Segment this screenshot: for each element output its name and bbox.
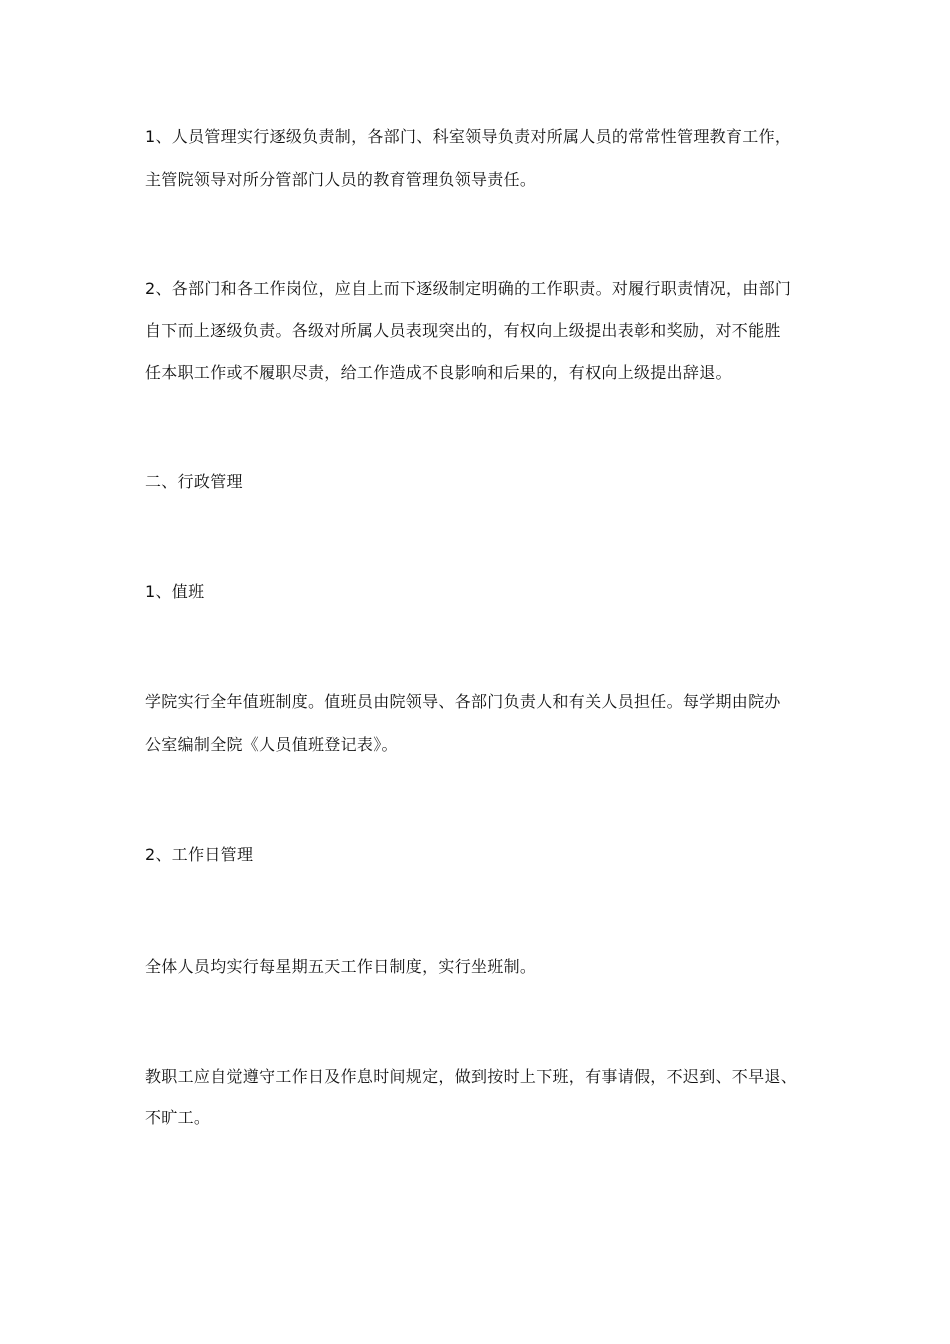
subheading-workday: 2、工作日管理 [145,845,254,864]
section-2-line-2: 自下而上逐级负责。各级对所属人员表现突出的，有权向上级提出表彰和奖励，对不能胜 [145,321,781,340]
workday-paragraph-2-line-1: 教职工应自觉遵守工作日及作息时间规定，做到按时上下班，有事请假，不迟到、不早退、 [145,1067,798,1086]
section-1-line-1: 1、人员管理实行逐级负责制，各部门、科室领导负责对所属人员的常常性管理教育工作， [145,127,792,146]
workday-paragraph-1: 全体人员均实行每星期五天工作日制度，实行坐班制。 [145,957,537,976]
section-2-line-3: 任本职工作或不履职尽责，给工作造成不良影响和后果的，有权向上级提出辞退。 [145,363,732,382]
workday-paragraph-2-line-2: 不旷工。 [145,1108,211,1127]
subheading-duty: 1、值班 [145,582,205,601]
section-2-line-1: 2、各部门和各工作岗位，应自上而下逐级制定明确的工作职责。对履行职责情况，由部门 [145,279,792,298]
heading-administration: 二、行政管理 [145,472,243,491]
duty-paragraph-line-2: 公室编制全院《人员值班登记表》。 [145,735,398,754]
section-1-line-2: 主管院领导对所分管部门人员的教育管理负领导责任。 [145,170,537,189]
duty-paragraph-line-1: 学院实行全年值班制度。值班员由院领导、各部门负责人和有关人员担任。每学期由院办 [145,692,781,711]
